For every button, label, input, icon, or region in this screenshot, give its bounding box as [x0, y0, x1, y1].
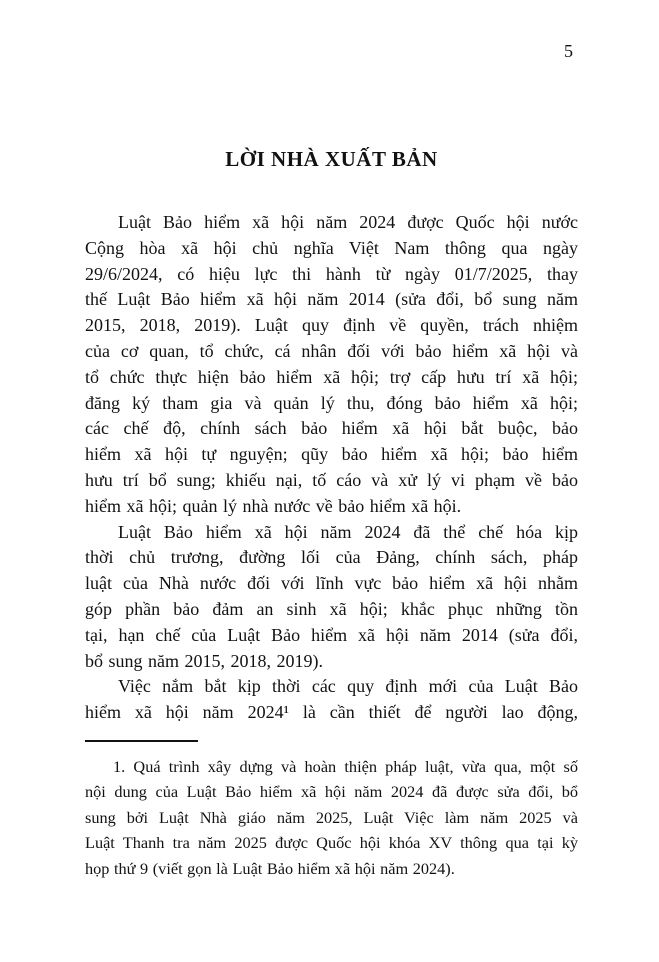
text-line: 2015, 2018, 2019). Luật quy định về quyền, trách nhiệm — [85, 315, 578, 336]
text-line: luật của Nhà nước đối với lĩnh vực bảo hiểm xã hội nhằm — [85, 573, 578, 594]
text-line: đăng ký tham gia và quản lý thu, đóng bảo hiểm xã hội; — [85, 392, 578, 413]
footnote — [85, 754, 578, 881]
text-line: Luật Thanh tra năm 2025 được Quốc hội khóa XV thông qua tại kỳ — [85, 833, 578, 853]
text-line: họp thứ 9 (viết gọn là Luật Bảo hiểm xã hội năm 2024). — [85, 858, 455, 878]
text-line: góp phần bảo đảm an sinh xã hội; khắc phục những tồn — [85, 598, 578, 619]
text-line: Việc nắm bắt kịp thời các quy định mới của Luật Bảo — [118, 676, 578, 697]
text-line: hưu trí bổ sung; khiếu nại, tố cáo và xử lý vi phạm về bảo — [85, 469, 578, 490]
text-line: thế Luật Bảo hiểm xã hội năm 2014 (sửa đổi, bổ sung năm — [85, 289, 578, 310]
paragraph-3 — [85, 674, 578, 726]
text-line: tổ chức thực hiện bảo hiểm xã hội; trợ cấp hưu trí xã hội; — [85, 366, 578, 387]
page-title: LỜI NHÀ XUẤT BẢN — [225, 147, 438, 171]
text-line: nội dung của Luật Bảo hiểm xã hội năm 2024 đã được sửa đổi, bổ — [85, 782, 578, 802]
text-line: của cơ quan, tổ chức, cá nhân đối với bảo hiểm xã hội và — [85, 340, 578, 361]
page-number: 5 — [564, 41, 573, 61]
text-line: 29/6/2024, có hiệu lực thi hành từ ngày 01/7/2025, thay — [85, 263, 578, 284]
text-line: Luật Bảo hiểm xã hội năm 2024 đã thể chế hóa kịp — [118, 521, 578, 542]
text-line: các chế độ, chính sách bảo hiểm xã hội bắt buộc, bảo — [85, 418, 578, 439]
text-line: hiểm xã hội tự nguyện; qũy bảo hiểm xã hội; bảo hiểm — [85, 444, 578, 465]
text-line: sung bởi Luật Nhà giáo năm 2025, Luật Việc làm năm 2025 và — [85, 807, 578, 827]
text-line: tại, hạn chế của Luật Bảo hiểm xã hội năm 2014 (sửa đổi, — [85, 624, 578, 645]
text-line: 1. Quá trình xây dựng và hoàn thiện pháp luật, vừa qua, một số — [113, 756, 578, 776]
text-line: Luật Bảo hiểm xã hội năm 2024 được Quốc hội nước — [118, 212, 578, 232]
text-line: bổ sung năm 2015, 2018, 2019). — [85, 650, 323, 671]
text-line: thời chủ trương, đường lối của Đảng, chính sách, pháp — [85, 547, 578, 568]
text-line: hiểm xã hội năm 2024¹ là cần thiết để người lao động, — [85, 702, 578, 723]
footnote-separator — [85, 740, 198, 742]
paragraph-2 — [85, 520, 578, 675]
paragraph-1 — [85, 210, 578, 520]
text-line: Cộng hòa xã hội chủ nghĩa Việt Nam thông qua ngày — [85, 237, 578, 258]
text-line: hiểm xã hội; quản lý nhà nước về bảo hiểm xã hội. — [85, 495, 462, 516]
